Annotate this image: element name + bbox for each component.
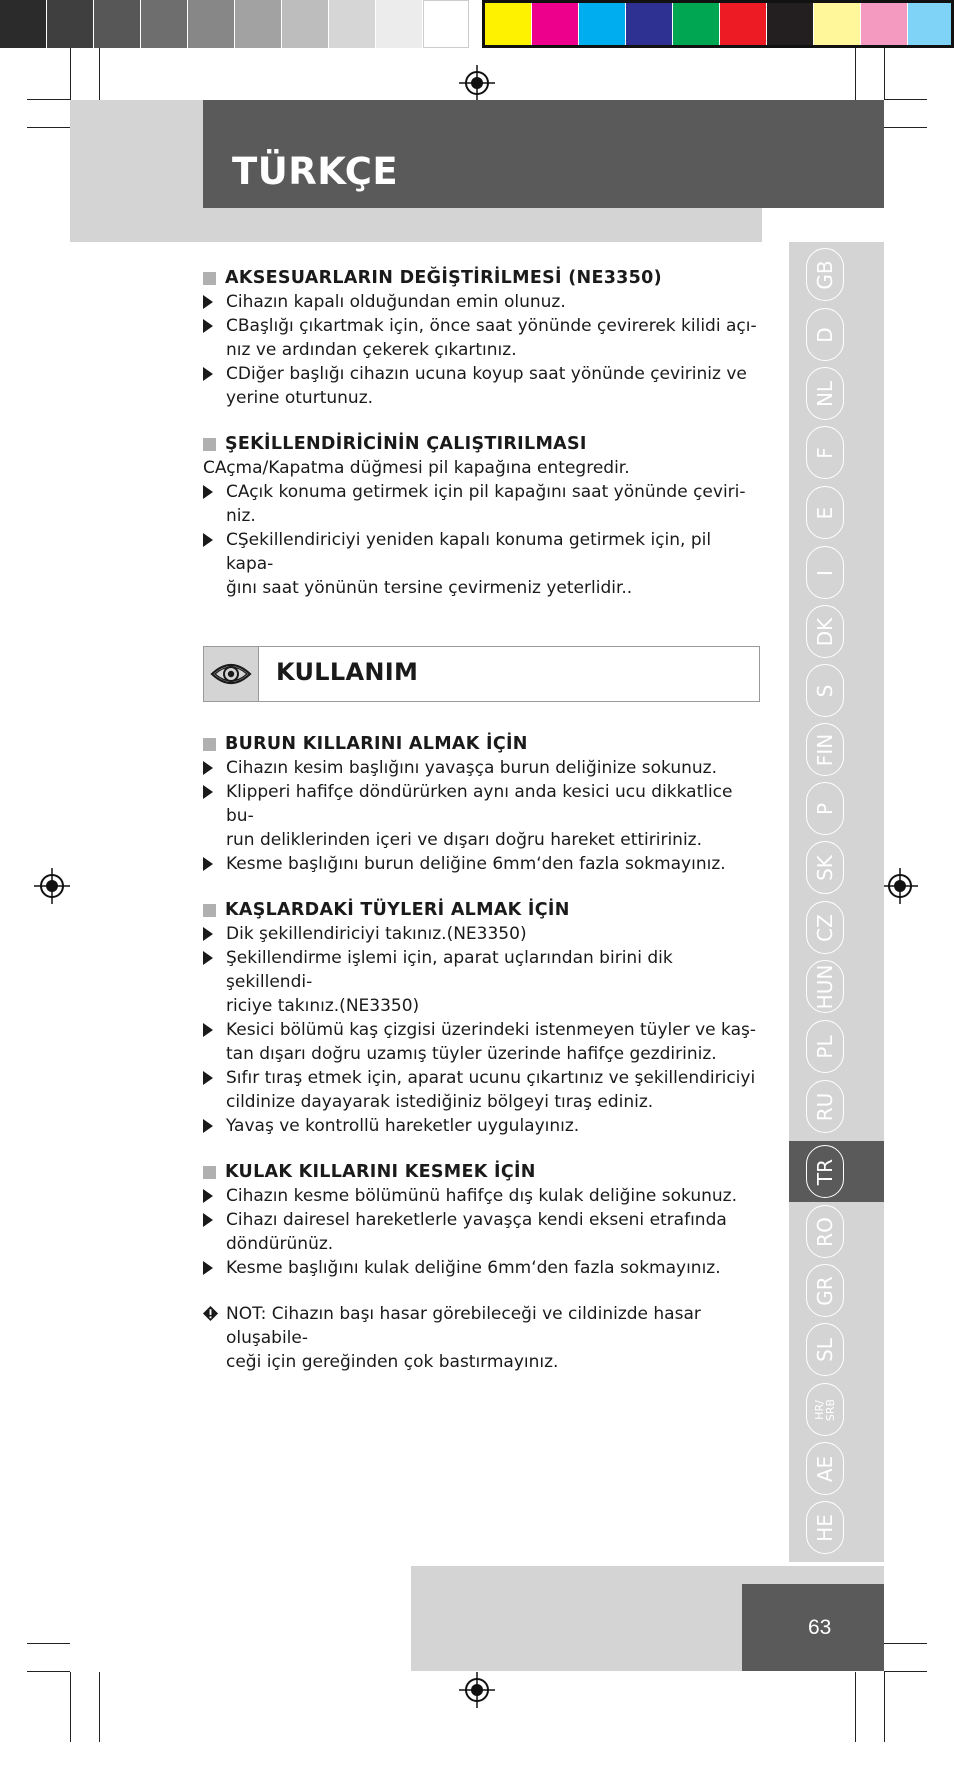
color-swatch bbox=[188, 0, 234, 48]
registration-mark-icon bbox=[459, 1672, 495, 1708]
list-item: Kesici bölümü kaş çizgisi üzerindeki istenmeyen tüyler ve kaş- tan dışarı doğru uzamış tüyler üzerinde hafifçe gezdiriniz. bbox=[203, 1018, 763, 1066]
crop-mark bbox=[884, 127, 927, 128]
crop-mark bbox=[884, 48, 885, 100]
list-item: Dik şekillendiriciyi takınız.(NE3350) bbox=[203, 922, 763, 946]
crop-mark bbox=[70, 48, 71, 100]
language-tab-label: I bbox=[813, 569, 837, 576]
page-number: 63 bbox=[808, 1616, 832, 1639]
color-swatch bbox=[329, 0, 375, 48]
language-tab-nl[interactable] bbox=[806, 367, 844, 420]
language-tab-label: F bbox=[813, 446, 837, 459]
section-heading-ear: KULAK KILLARINI KESMEK İÇİN bbox=[203, 1160, 763, 1184]
language-tab-ru[interactable] bbox=[806, 1080, 844, 1133]
list-item: Cihazın kesme bölümünü hafifçe dış kulak deliğine sokunuz. bbox=[203, 1184, 763, 1208]
usage-title-box bbox=[203, 646, 760, 702]
list-item: Kesme başlığını kulak deliğine 6mm‘den fazla sokmayınız. bbox=[203, 1256, 763, 1280]
list-item: Sıfır tıraş etmek için, aparat ucunu çıkartınız ve şekillendiriciyi cildinize dayayarak istediğiniz bölgeyi tıraş ediniz. bbox=[203, 1066, 763, 1114]
color-swatch bbox=[423, 0, 469, 48]
language-tab-label: SL bbox=[813, 1337, 837, 1362]
eye-icon bbox=[204, 647, 258, 701]
crop-mark bbox=[884, 99, 927, 100]
language-tab-hun[interactable] bbox=[806, 960, 844, 1013]
list-item: Klipperi hafifçe döndürürken aynı anda kesici ucu dikkatlice bu- run deliklerinden içeri ve dışarı doğru hareket ettiririniz. bbox=[203, 780, 763, 852]
registration-mark-icon bbox=[459, 65, 495, 101]
section-heading-operation: ŞEKİLLENDİRİCİNİN ÇALIŞTIRILMASI bbox=[203, 432, 763, 456]
language-tab-label: NL bbox=[813, 380, 837, 407]
language-tab-gr[interactable] bbox=[806, 1264, 844, 1317]
language-tab-he[interactable] bbox=[806, 1501, 844, 1554]
crop-mark bbox=[99, 1672, 100, 1742]
color-swatch bbox=[94, 0, 140, 48]
crop-mark bbox=[27, 1643, 70, 1644]
registration-mark-icon bbox=[34, 868, 70, 904]
language-tab-sl[interactable] bbox=[806, 1323, 844, 1376]
language-tab-label: CZ bbox=[813, 913, 837, 942]
crop-mark bbox=[99, 48, 100, 100]
crop-mark bbox=[27, 127, 70, 128]
language-tab-f[interactable] bbox=[806, 426, 844, 479]
language-tab-label: AE bbox=[813, 1455, 837, 1482]
language-tab-label: SK bbox=[813, 854, 837, 881]
language-tab-label: PL bbox=[813, 1034, 837, 1059]
language-tab-cz[interactable] bbox=[806, 901, 844, 954]
language-tab-gb[interactable] bbox=[806, 248, 844, 301]
crop-mark bbox=[884, 1672, 885, 1742]
page-title: TÜRKÇE bbox=[232, 150, 399, 193]
language-tab-fin[interactable] bbox=[806, 723, 844, 776]
language-tab-label: GB bbox=[813, 259, 837, 290]
language-tab-label: GR bbox=[813, 1275, 837, 1306]
language-tab-label: RU bbox=[813, 1092, 837, 1121]
list-item: Şekillendirme işlemi için, aparat uçlarından birini dik şekillendi- riciye takınız.(NE3350) bbox=[203, 946, 763, 1018]
usage-title: KULLANIM bbox=[276, 658, 419, 686]
list-item: Cihazı dairesel hareketlerle yavaşça kendi ekseni etrafında döndürünüz. bbox=[203, 1208, 763, 1256]
color-swatch bbox=[47, 0, 93, 48]
list-item: Yavaş ve kontrollü hareketler uygulayınız. bbox=[203, 1114, 763, 1138]
language-tab-s[interactable] bbox=[806, 664, 844, 717]
list-item: Kesme başlığını burun deliğine 6mm‘den fazla sokmayınız. bbox=[203, 852, 763, 876]
crop-mark bbox=[884, 1643, 927, 1644]
language-tab-label: HE bbox=[813, 1513, 837, 1542]
language-tab-p[interactable] bbox=[806, 782, 844, 835]
eye-icon-cell bbox=[204, 647, 259, 701]
language-tab-ro[interactable] bbox=[806, 1205, 844, 1258]
language-tab-label: RO bbox=[813, 1216, 837, 1247]
crop-mark bbox=[855, 1672, 856, 1742]
language-tab-label: E bbox=[813, 506, 837, 519]
crop-mark bbox=[27, 99, 70, 100]
language-tab-i[interactable] bbox=[806, 546, 844, 599]
header-grey-strip bbox=[70, 208, 762, 242]
warning-icon bbox=[202, 1305, 219, 1322]
color-swatch bbox=[0, 0, 46, 48]
language-tab-label: HUN bbox=[813, 964, 837, 1009]
color-swatch bbox=[235, 0, 281, 48]
language-tab-ae[interactable] bbox=[806, 1442, 844, 1495]
crop-mark bbox=[70, 1672, 71, 1742]
language-tab-label: P bbox=[813, 802, 837, 815]
language-tab-pl[interactable] bbox=[806, 1020, 844, 1073]
operation-intro: CAçma/Kapatma düğmesi pil kapağına entegredir. bbox=[203, 458, 630, 478]
language-tab-dk[interactable] bbox=[806, 605, 844, 658]
crop-mark bbox=[884, 1671, 927, 1672]
language-tab-label: FIN bbox=[813, 733, 837, 766]
crop-mark bbox=[855, 48, 856, 100]
language-tab-label: DK bbox=[813, 617, 837, 646]
language-tab-e[interactable] bbox=[806, 486, 844, 539]
language-tab-label: D bbox=[813, 326, 837, 343]
section-heading-accessories: AKSESUARLARIN DEĞİŞTİRİLMESİ (NE3350) bbox=[203, 266, 763, 290]
main-content bbox=[203, 266, 763, 1374]
color-swatch bbox=[376, 0, 422, 48]
color-swatch bbox=[141, 0, 187, 48]
section-heading-eyebrow: KAŞLARDAKİ TÜYLERİ ALMAK İÇİN bbox=[203, 898, 763, 922]
language-tab-sk[interactable] bbox=[806, 841, 844, 894]
language-tab-label: HR/ SRB bbox=[813, 1398, 837, 1421]
section-heading-nose: BURUN KILLARINI ALMAK İÇİN bbox=[203, 732, 763, 756]
registration-mark-icon bbox=[882, 868, 918, 904]
color-group-frame bbox=[482, 0, 954, 48]
language-tab-label: TR bbox=[813, 1158, 837, 1185]
list-item: CDiğer başlığı cihazın ucuna koyup saat yönünde çeviriniz ve yerine oturtunuz. bbox=[203, 362, 763, 410]
language-tab-hr-srb[interactable] bbox=[806, 1383, 844, 1436]
note: NOT: Cihazın başı hasar görebileceği ve cildinizde hasar oluşabile- ceği için gereğinden çok bastırmayınız. bbox=[203, 1302, 763, 1374]
list-item: Cihazın kapalı olduğundan emin olunuz. bbox=[203, 290, 763, 314]
language-tab-d[interactable] bbox=[806, 308, 844, 361]
crop-mark bbox=[27, 1671, 70, 1672]
list-item: CBaşlığı çıkartmak için, önce saat yönünde çevirerek kilidi açı- nız ve ardından çekerek çıkartınız. bbox=[203, 314, 763, 362]
list-item: CŞekillendiriciyi yeniden kapalı konuma getirmek için, pil kapa- ğını saat yönünün tersine çevirmeniz yeterlidir.. bbox=[203, 528, 763, 600]
language-tab-label: S bbox=[813, 684, 837, 697]
list-item: Cihazın kesim başlığını yavaşça burun deliğinize sokunuz. bbox=[203, 756, 763, 780]
language-tab-tr[interactable] bbox=[806, 1145, 844, 1198]
color-swatch bbox=[282, 0, 328, 48]
list-item: CAçık konuma getirmek için pil kapağını saat yönünde çeviri- niz. bbox=[203, 480, 763, 528]
